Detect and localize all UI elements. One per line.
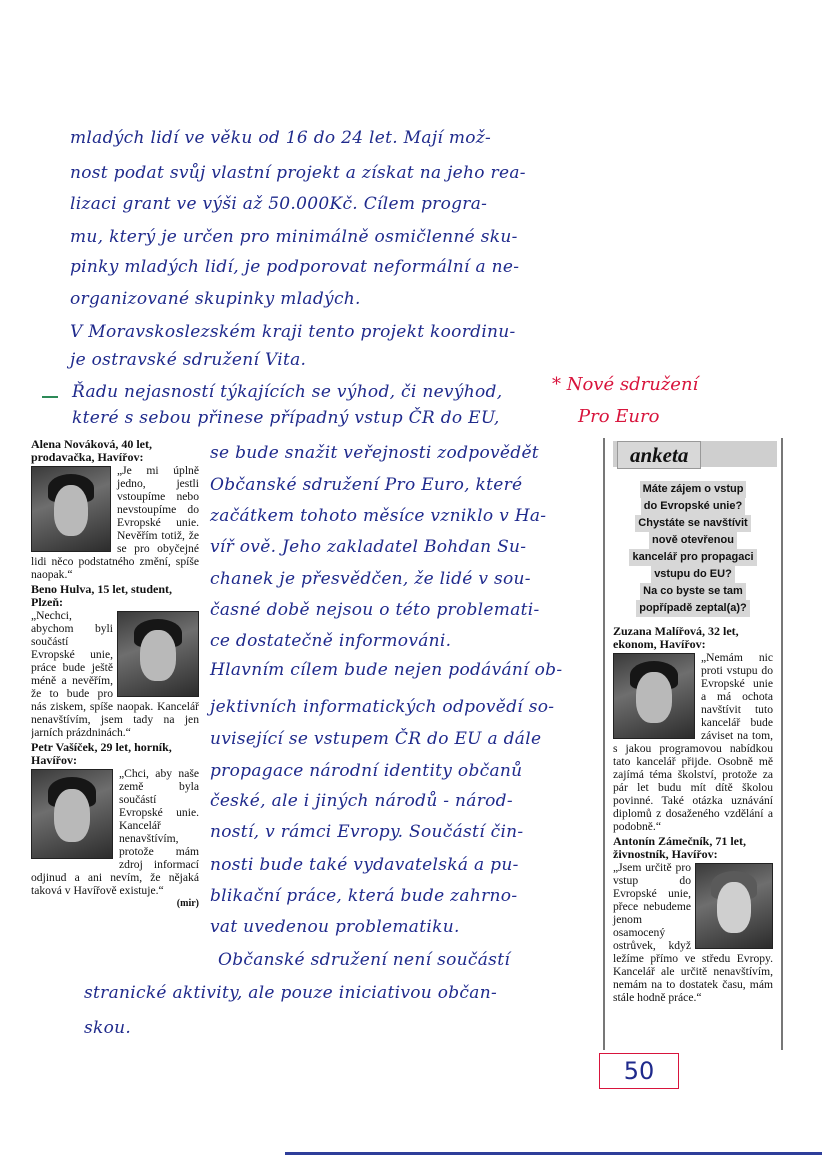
question-line: do Evropské unie? [641,498,745,515]
question-line: Chystáte se navštívit [635,515,750,532]
hand-line-15: chanek je přesvědčen, že lidé v sou- [210,569,531,589]
anketa-respondent-2 [613,835,773,1004]
hand-line-12: Občanské sdružení Pro Euro, které [210,475,523,495]
respondent-1 [31,438,199,581]
hand-line-1: mladých lidí ve věku od 16 do 24 let. Mají mož- [70,128,492,148]
portrait-photo [31,466,111,552]
question-line: nově otevřenou [649,532,737,549]
hand-line-23: ností, v rámci Evropy. Součástí čin- [210,822,524,842]
green-dash-mark [42,396,58,398]
hand-line-4: mu, který je určen pro minimálně osmičlenné sku- [70,227,518,247]
respondent-3 [31,741,199,910]
hand-line-24: nosti bude také vydavatelská a pu- [210,855,519,875]
hand-line-27: Občanské sdružení není součástí [218,950,511,970]
question-line: kancelář pro propagaci [629,549,756,566]
hand-line-25: blikační práce, která bude zahrno- [210,886,518,906]
portrait-photo [695,863,773,949]
hand-line-20: uvisející se vstupem ČR do EU a dále [210,729,542,749]
hand-line-8: je ostravské sdružení Vita. [70,350,307,370]
respondent-name: Alena Nováková, 40 let, prodavačka, Havířov: [31,438,152,464]
respondent-quote: „Jsem určitě pro vstup do Evropské unie, přece nebudeme jenom osamocený ostrůvek, když ležíme přímo ve středu Evropy. Kancelář ale určitě nenavštívím, nemám na to dostatek času, mám stále hodně práce.“ [613,861,773,1004]
hand-line-14: víř ově. Jeho zakladatel Bohdan Su- [210,537,527,557]
anketa-label: anketa [617,441,701,469]
portrait-photo [117,611,199,697]
respondent-name: Zuzana Malířová, 32 let, ekonom, Havířov: [613,624,739,651]
hand-line-6: organizované skupinky mladých. [70,289,361,309]
anketa-question [613,477,773,621]
bottom-rule [285,1152,822,1155]
hand-line-9: Řadu nejasností týkajících se výhod, či nevýhod, [72,382,503,402]
hand-line-18: Hlavním cílem bude nejen podávání ob- [210,660,563,680]
question-line: popřípadě zeptal(a)? [636,600,750,617]
respondent-2 [31,583,199,739]
author-signature: (mir) [176,898,199,909]
hand-line-28: stranické aktivity, ale pouze iniciativou občan- [84,983,497,1003]
hand-line-3: lizaci grant ve výši až 50.000Kč. Cílem progra- [70,194,488,214]
respondent-name: Petr Vašíček, 29 let, horník, Havířov: [31,741,172,767]
hand-line-13: začátkem tohoto měsíce vzniklo v Ha- [210,506,547,526]
hand-line-17: ce dostatečně informováni. [210,631,452,651]
hand-line-19: jektivních informatických odpovědí so- [210,697,555,717]
hand-line-10: které s sebou přinese případný vstup ČR do EU, [72,408,500,428]
question-line: Máte zájem o vstup [640,481,747,498]
portrait-photo [31,769,113,859]
respondent-name: Beno Hulva, 15 let, student, Plzeň: [31,583,173,609]
respondent-quote: „Nemám nic proti vstupu do Evropské unie a má ochota navštívit tuto kancelář bude záviset na tom, s jakou programovou nabídkou tato kancelář přijde. Osobně mě zajímá téma školství, protože za pár let budu mít dítě školou povinné. Také otázka uznávání diplomů z dosaženého vzdělání a podobně.“ [613,651,773,833]
hand-line-16: časné době nejsou o této problemati- [210,600,540,620]
respondent-name: Antonín Zámečník, 71 let, živnostník, Havířov: [613,834,747,861]
hand-line-2: nost podat svůj vlastní projekt a získat na jeho rea- [70,163,526,183]
hand-line-7: V Moravskoslezském kraji tento projekt koordinu- [70,322,516,342]
anketa-respondent-1 [613,625,773,833]
anketa-clipping [603,438,783,1050]
hand-line-5: pinky mladých lidí, je podporovat neformální a ne- [70,257,520,277]
portrait-photo [613,653,695,739]
respondent-quote: „Je mi úplně jedno, jestli vstoupíme nebo nevstoupíme do Evropské unie. Nevěřím totiž, že se pro obyčejné lidi něco podstatného změní, spíše naopak.“ [31,464,199,581]
hand-line-22: české, ale i jiných národů - národ- [210,791,513,811]
respondent-quote: „Nechci, abychom byli součástí Evropské unie, práce bude ještě méně a nevěřím, že to bude pro nás ziskem, spíše naopak. Kancelář nenavštívím, jsem tady na jen jarních prázdninách.“ [31,609,199,739]
hand-line-29: skou. [84,1018,132,1038]
hand-line-21: propagace národní identity občanů [210,761,523,781]
hand-line-11: se bude snažit veřejnosti zodpovědět [210,443,539,463]
anketa-header [613,441,777,467]
hand-line-26: vat uvedenou problematiku. [210,917,460,937]
margin-note-line-2: Pro Euro [578,406,660,427]
question-line: Na co byste se tam [640,583,746,600]
left-clipping [31,438,199,910]
respondent-quote: „Chci, aby naše země byla součástí Evropské unie. Kancelář nenavštívím, protože mám zdroj informací odjinud a ani nevím, že nějaká taková v Havířově existuje.“ [31,767,199,897]
question-line: vstupu do EU? [651,566,735,583]
page-number: 50 [599,1053,679,1089]
margin-note-line-1: * Nové sdružení [552,374,699,395]
